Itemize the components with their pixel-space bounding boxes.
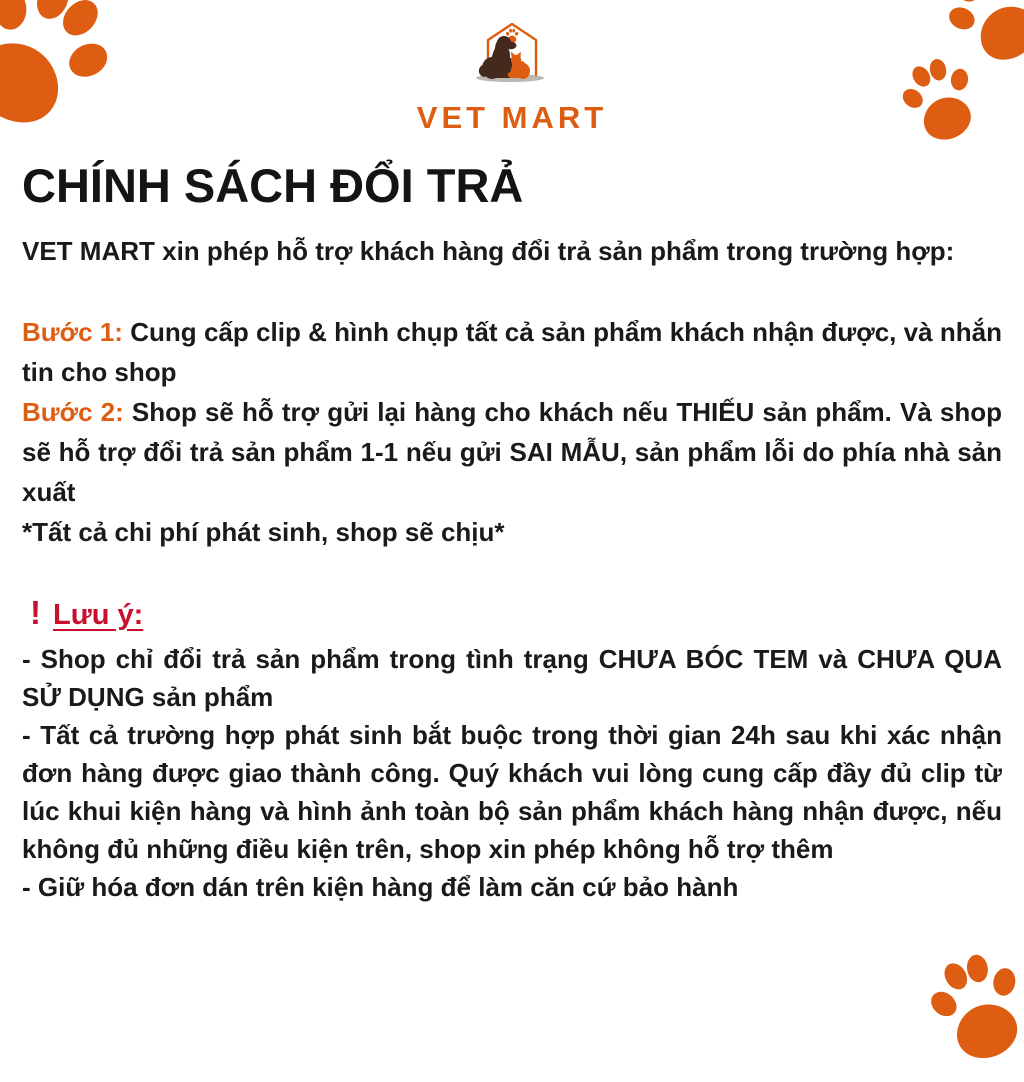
policy-document	[22, 158, 1002, 906]
intro-text: VET MART xin phép hỗ trợ khách hàng đổi trả sản phẩm trong trường hợp:	[22, 236, 955, 266]
paw-print-icon	[905, 935, 1024, 1082]
dog-cat-house-logo	[452, 16, 572, 100]
step-label: Bước 2:	[22, 397, 124, 427]
note-item: - Tất cả trường hợp phát sinh bắt buộc trong thời gian 24h sau khi xác nhận đơn hàng được giao thành công. Quý khách vui lòng cung cấp đầy đủ clip từ lúc khui kiện hàng và hình ảnh toàn bộ sản phẩm khách hàng nhận được, nếu không đủ những điều kiện trên, shop xin phép không hỗ trợ thêm	[22, 720, 1002, 864]
note-item: - Giữ hóa đơn dán trên kiện hàng để làm căn cứ bảo hành	[22, 872, 739, 902]
notes-heading-label: Lưu ý:	[53, 599, 144, 631]
step-label: Bước 1:	[22, 317, 123, 347]
footnote-text: *Tất cả chi phí phát sinh, shop sẽ chịu*	[22, 517, 505, 547]
note-item: - Shop chỉ đổi trả sản phẩm trong tình trạng CHƯA BÓC TEM và CHƯA QUA SỬ DỤNG sản phẩm	[22, 644, 1002, 712]
notes-heading	[22, 594, 1002, 632]
step-paragraph	[22, 312, 1002, 392]
exclamation-icon: !	[30, 594, 41, 631]
logo	[0, 16, 1024, 136]
step-paragraph	[22, 392, 1002, 512]
page-title: CHÍNH SÁCH ĐỔI TRẢ	[22, 159, 524, 212]
step-text: Cung cấp clip & hình chụp tất cả sản phẩm khách nhận được, và nhắn tin cho shop	[22, 317, 1002, 387]
brand-name: VET MART	[416, 100, 608, 135]
step-text: Shop sẽ hỗ trợ gửi lại hàng cho khách nếu THIẾU sản phẩm. Và shop sẽ hỗ trợ đổi trả sản phẩm 1-1 nếu gửi SAI MẪU, sản phẩm lỗi do phía nhà sản xuất	[22, 397, 1002, 507]
